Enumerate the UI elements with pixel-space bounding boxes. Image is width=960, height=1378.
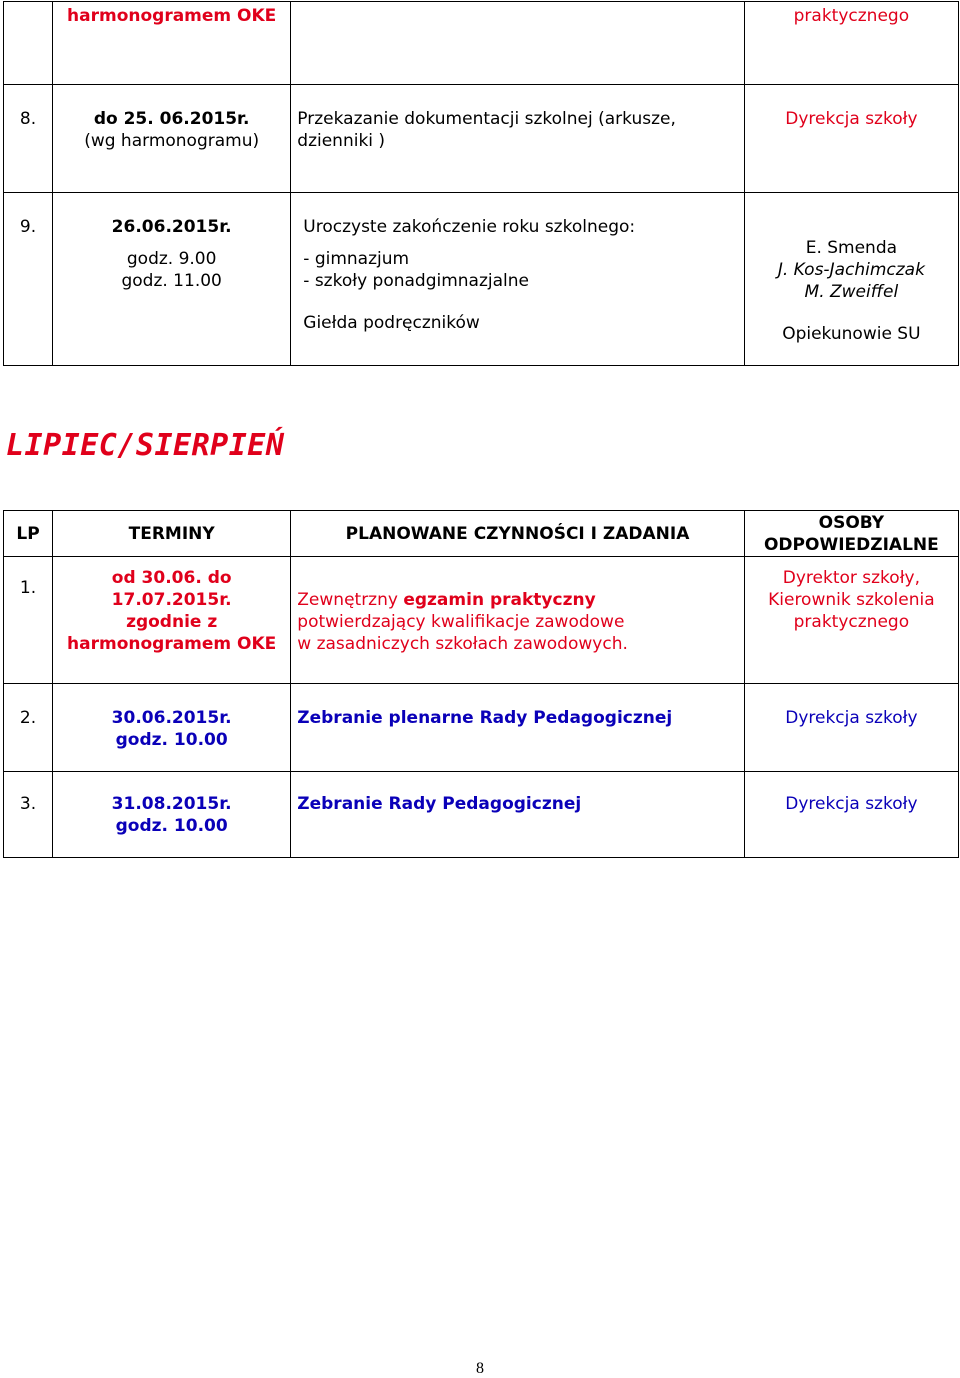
task-text: Zebranie plenarne Rady Pedagogicznej (297, 708, 673, 728)
term-cell (53, 772, 291, 858)
task-line: w zasadniczych szkołach zawodowych. (297, 634, 628, 654)
task-cell (291, 557, 744, 684)
responsible-line: Kierownik szkolenia (768, 590, 935, 610)
task-text: Przekazanie dokumentacji szkolnej (arkusze, dzienniki ) (297, 109, 676, 151)
table-row (4, 684, 959, 772)
lp-number: 2. (19, 708, 37, 728)
term-date: 30.06.2015r. (111, 708, 232, 728)
responsible-cell (744, 2, 958, 85)
task-line (291, 557, 743, 611)
term-line: 17.07.2015r. (111, 590, 232, 610)
header-lp-label: LP (16, 523, 40, 544)
responsible-text: praktycznego (793, 6, 910, 26)
task-text: Zewnętrzny (297, 590, 404, 610)
table-row (4, 772, 959, 858)
task-cell (291, 85, 744, 193)
header-tasks-label: PLANOWANE CZYNNOŚCI I ZADANIA (345, 523, 690, 544)
term-line: zgodnie z (126, 612, 218, 632)
term-date: 26.06.2015r. (111, 217, 232, 237)
term-line: harmonogramem OKE (67, 634, 277, 654)
term-time: godz. 9.00 (126, 249, 217, 269)
lp-number: 1. (19, 578, 37, 598)
lp-cell (4, 684, 53, 772)
task-emphasis: egzamin praktyczny (403, 590, 596, 610)
responsible-line: praktycznego (793, 612, 910, 632)
task-item: - gimnazjum (303, 249, 410, 269)
responsible-name: E. Smenda (805, 238, 898, 258)
schedule-table-july-august (3, 510, 959, 858)
lp-cell (4, 85, 53, 193)
header-lp (4, 511, 53, 557)
term-cell (53, 85, 291, 193)
header-terms (53, 511, 291, 557)
table-row (4, 193, 959, 366)
term-cell (53, 2, 291, 85)
responsible-text: Dyrekcja szkoły (785, 109, 918, 129)
task-heading: Uroczyste zakończenie roku szkolnego: (303, 217, 636, 237)
task-cell (291, 193, 744, 366)
lp-cell (4, 772, 53, 858)
task-item: - szkoły ponadgimnazjalne (303, 271, 529, 291)
lp-cell (4, 2, 53, 85)
term-note: (wg harmonogramu) (84, 131, 260, 151)
responsible-line: Dyrektor szkoły, (782, 568, 920, 588)
responsible-cell (744, 684, 958, 772)
term-time: godz. 10.00 (115, 816, 228, 836)
task-cell (291, 2, 744, 85)
term-cell (53, 193, 291, 366)
responsible-cell (744, 85, 958, 193)
table-header-row (4, 511, 959, 557)
lp-number: 8. (19, 109, 37, 129)
lp-cell (4, 193, 53, 366)
term-text: harmonogramem OKE (67, 6, 277, 26)
task-item: Giełda podręczników (303, 313, 480, 333)
lp-number: 3. (19, 794, 37, 814)
header-responsible (744, 511, 958, 557)
term-line: od 30.06. do (111, 568, 232, 588)
responsible-name: J. Kos-Jachimczak (777, 260, 925, 280)
table-row (4, 85, 959, 193)
responsible-cell (744, 557, 958, 684)
lp-cell (4, 557, 53, 684)
responsible-text: Dyrekcja szkoły (785, 708, 918, 728)
responsible-name: M. Zweiffel (804, 282, 899, 302)
header-responsible-line: ODPOWIEDZIALNE (763, 534, 939, 555)
header-terms-label: TERMINY (128, 523, 215, 544)
schedule-table-june (3, 1, 959, 366)
responsible-name: Opiekunowie SU (782, 324, 921, 344)
term-date: 31.08.2015r. (111, 794, 232, 814)
responsible-cell (744, 772, 958, 858)
lp-number: 9. (19, 217, 37, 237)
task-text: Zebranie Rady Pedagogicznej (297, 794, 582, 814)
table-row (4, 557, 959, 684)
task-line: potwierdzający kwalifikacje zawodowe (297, 612, 625, 632)
term-cell (53, 684, 291, 772)
page-number: 8 (476, 1360, 484, 1377)
header-tasks (291, 511, 744, 557)
responsible-text: Dyrekcja szkoły (785, 794, 918, 814)
term-date: do 25. 06.2015r. (93, 109, 250, 129)
header-responsible-line: OSOBY (818, 512, 885, 533)
responsible-cell (744, 193, 958, 366)
task-cell (291, 684, 744, 772)
task-cell (291, 772, 744, 858)
term-cell (53, 557, 291, 684)
term-time: godz. 10.00 (115, 730, 228, 750)
table-row (4, 2, 959, 85)
term-time: godz. 11.00 (121, 271, 222, 291)
section-title: LIPIEC/SIERPIEŃ (6, 428, 285, 463)
